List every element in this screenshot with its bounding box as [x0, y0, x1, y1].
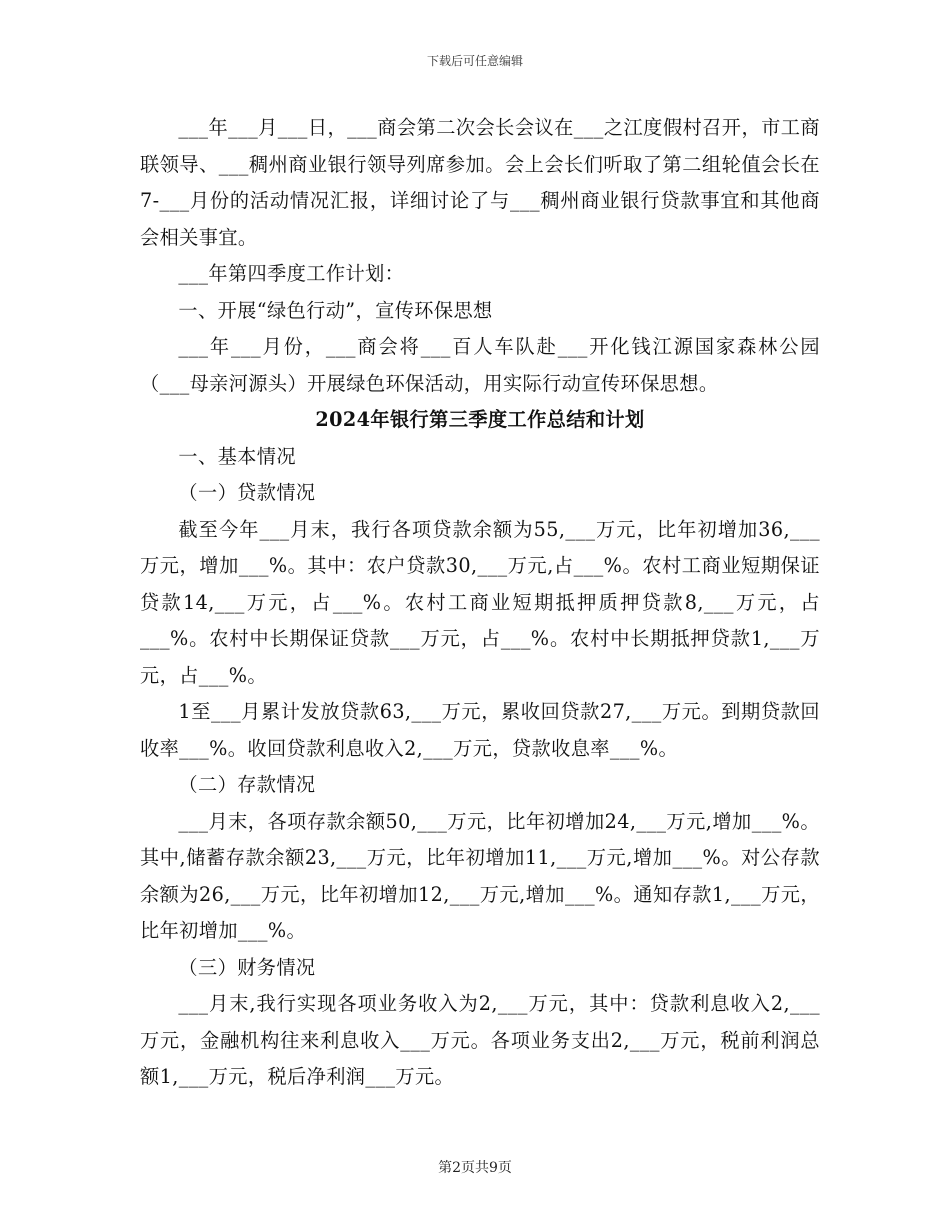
paragraph-meeting: ___年___月___日，___商会第二次会长会议在___之江度假村召开，市工商联领导、___稠州商业银行领导列席参加。会上会长们听取了第二组轮值会长在7-___月份的活动情况汇报，详细讨论了与___稠州商业银行贷款事宜和其他商会相关事宜。	[140, 116, 820, 249]
subheading-loans: （一）贷款情况	[178, 481, 316, 504]
heading-basic-situation: 一、基本情况	[178, 444, 296, 468]
document-body	[140, 110, 820, 1096]
paragraph-finance: ___月末,我行实现各项业务收入为2,___万元，其中：贷款利息收入2,___万元，金融机构往来利息收入___万元。各项业务支出2,___万元，税前利润总额1,___万元，税后净利润___万元。	[140, 992, 820, 1088]
paragraph-q4-plan-heading: ___年第四季度工作计划：	[178, 262, 405, 285]
paragraph-loans: 截至今年___月末，我行各项贷款余额为55,___万元，比年初增加36,___万元，增加___%。其中：农户贷款30,___万元,占___%。农村工商业短期保证贷款14,___万元，占___%。农村工商业短期抵押质押贷款8,___万元，占___%。农村中长期保证贷款___万元，占___%。农村中长期抵押贷款1,___万元，占___%。	[140, 517, 820, 687]
subheading-finance: （三）财务情况	[178, 955, 316, 979]
page-header: 下载后可任意编辑	[426, 54, 523, 68]
paragraph-green-action-heading: 一、开展“绿色行动”，宣传环保思想	[178, 298, 493, 322]
paragraph-green-action: ___年___月份，___商会将___百人车队赴___开化钱江源国家森林公园（___母亲河源头）开展绿色环保活动，用实际行动宣传环保思想。	[140, 335, 820, 395]
paragraph-deposits: ___月末，各项存款余额50,___万元，比年初增加24,___万元,增加___%。其中,储蓄存款余额23,___万元，比年初增加11,___万元,增加___%。对公存款余额为26,___万元，比年初增加12,___万元,增加___%。通知存款1,___万元，比年初增加___%。	[140, 809, 820, 942]
section-title: 2024年银行第三季度工作总结和计划	[315, 408, 645, 431]
paragraph-loan-issuance: 1至___月累计发放贷款63,___万元，累收回贷款27,___万元。到期贷款回收率___%。收回贷款利息收入2,___万元，贷款收息率___%。	[140, 700, 820, 760]
subheading-deposits: （二）存款情况	[178, 773, 316, 796]
page-footer: 第2页共9页	[438, 1160, 512, 1176]
